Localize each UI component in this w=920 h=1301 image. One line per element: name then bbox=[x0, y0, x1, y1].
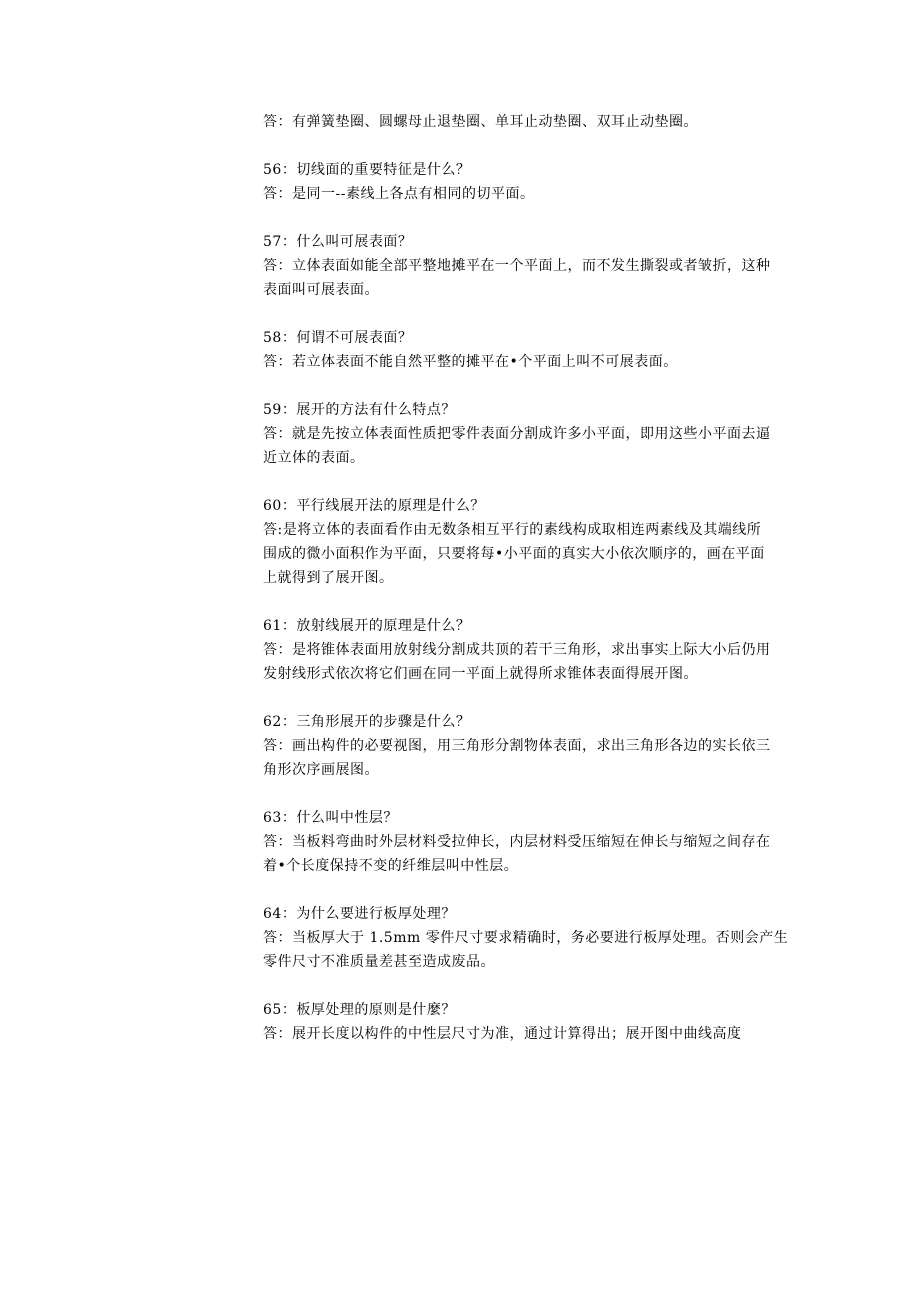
answer-text: 答：当板料弯曲时外层材料受拉伸长，内层材料受压缩短在伸长与缩短之间存在 bbox=[263, 834, 771, 850]
question-text: 64：为什么要进行板厚处理？ bbox=[263, 906, 456, 922]
paragraph-gap bbox=[263, 470, 788, 494]
answer-text: 零件尺寸不准质量差甚至造成废品。 bbox=[263, 954, 495, 970]
qa-block-57 bbox=[263, 230, 788, 302]
qa-block-59 bbox=[263, 398, 788, 470]
answer-text: 答：当板厚大于 1.5mm 零件尺寸要求精确时，务必要进行板厚处理。否则会产生 bbox=[263, 930, 789, 946]
answer-block-55 bbox=[263, 110, 788, 134]
question-text: 59：展开的方法有什么特点？ bbox=[263, 402, 456, 418]
qa-block-62 bbox=[263, 710, 788, 782]
answer-text: 答：画出构件的必要视图，用三角形分割物体表面，求出三角形各边的实长依三 bbox=[263, 738, 771, 754]
question-text: 63：什么叫中性层？ bbox=[263, 810, 398, 826]
answer-text: 答：就是先按立体表面性质把零件表面分割成许多小平面，即用这些小平面去逼 bbox=[263, 426, 771, 442]
answer-text: 答:是将立体的表面看作由无数条相互平行的素线构成取相连两素线及其端线所 bbox=[263, 522, 762, 538]
question-text: 58：何谓不可展表面？ bbox=[263, 330, 413, 346]
question-text: 62：三角形展开的步骤是什么？ bbox=[263, 714, 471, 730]
question-text: 60：平行线展开法的原理是什么？ bbox=[263, 498, 485, 514]
qa-block-58 bbox=[263, 326, 788, 374]
question-text: 65：板厚处理的原则是什麼？ bbox=[263, 1002, 456, 1018]
question-text: 57：什么叫可展表面？ bbox=[263, 234, 413, 250]
qa-block-61 bbox=[263, 614, 788, 686]
answer-text: 上就得到了展开图。 bbox=[263, 570, 394, 586]
paragraph-gap bbox=[263, 878, 788, 902]
paragraph-gap bbox=[263, 686, 788, 710]
answer-text: 围成的微小面积作为平面，只要将每•小平面的真实大小依次顺序的，画在平面 bbox=[263, 546, 765, 562]
qa-block-56 bbox=[263, 158, 788, 206]
answer-text: 答：若立体表面不能自然平整的摊平在•个平面上叫不可展表面。 bbox=[263, 354, 678, 370]
answer-text: 表面叫可展表面。 bbox=[263, 282, 379, 298]
paragraph-gap bbox=[263, 302, 788, 326]
qa-block-64 bbox=[263, 902, 788, 974]
document-page bbox=[263, 110, 788, 1046]
answer-text: 答：立体表面如能全部平整地摊平在一个平面上，而不发生撕裂或者皱折，这种 bbox=[263, 258, 771, 274]
question-text: 61：放射线展开的原理是什么？ bbox=[263, 618, 471, 634]
answer-text: 答：有弹簧垫圈、圆螺母止退垫圈、单耳止动垫圈、双耳止动垫圈。 bbox=[263, 114, 698, 130]
paragraph-gap bbox=[263, 974, 788, 998]
paragraph-gap bbox=[263, 206, 788, 230]
answer-text: 答：是同一--素线上各点有相同的切平面。 bbox=[263, 186, 535, 202]
paragraph-gap bbox=[263, 374, 788, 398]
answer-text: 着•个长度保持不变的纤维层叫中性层。 bbox=[263, 858, 519, 874]
qa-block-65 bbox=[263, 998, 788, 1046]
answer-text: 角形次序画展图。 bbox=[263, 762, 379, 778]
answer-text: 发射线形式依次将它们画在同一平面上就得所求锥体表面得展开图。 bbox=[263, 666, 698, 682]
answer-text: 近立体的表面。 bbox=[263, 450, 365, 466]
qa-block-63 bbox=[263, 806, 788, 878]
paragraph-gap bbox=[263, 590, 788, 614]
paragraph-gap bbox=[263, 134, 788, 158]
paragraph-gap bbox=[263, 782, 788, 806]
answer-text: 答：是将锥体表面用放射线分割成共顶的若干三角形，求出事实上际大小后仍用 bbox=[263, 642, 771, 658]
answer-text: 答：展开长度以构件的中性层尺寸为准，通过计算得出；展开图中曲线高度 bbox=[263, 1026, 742, 1042]
qa-block-60 bbox=[263, 494, 788, 590]
question-text: 56：切线面的重要特征是什么？ bbox=[263, 162, 471, 178]
